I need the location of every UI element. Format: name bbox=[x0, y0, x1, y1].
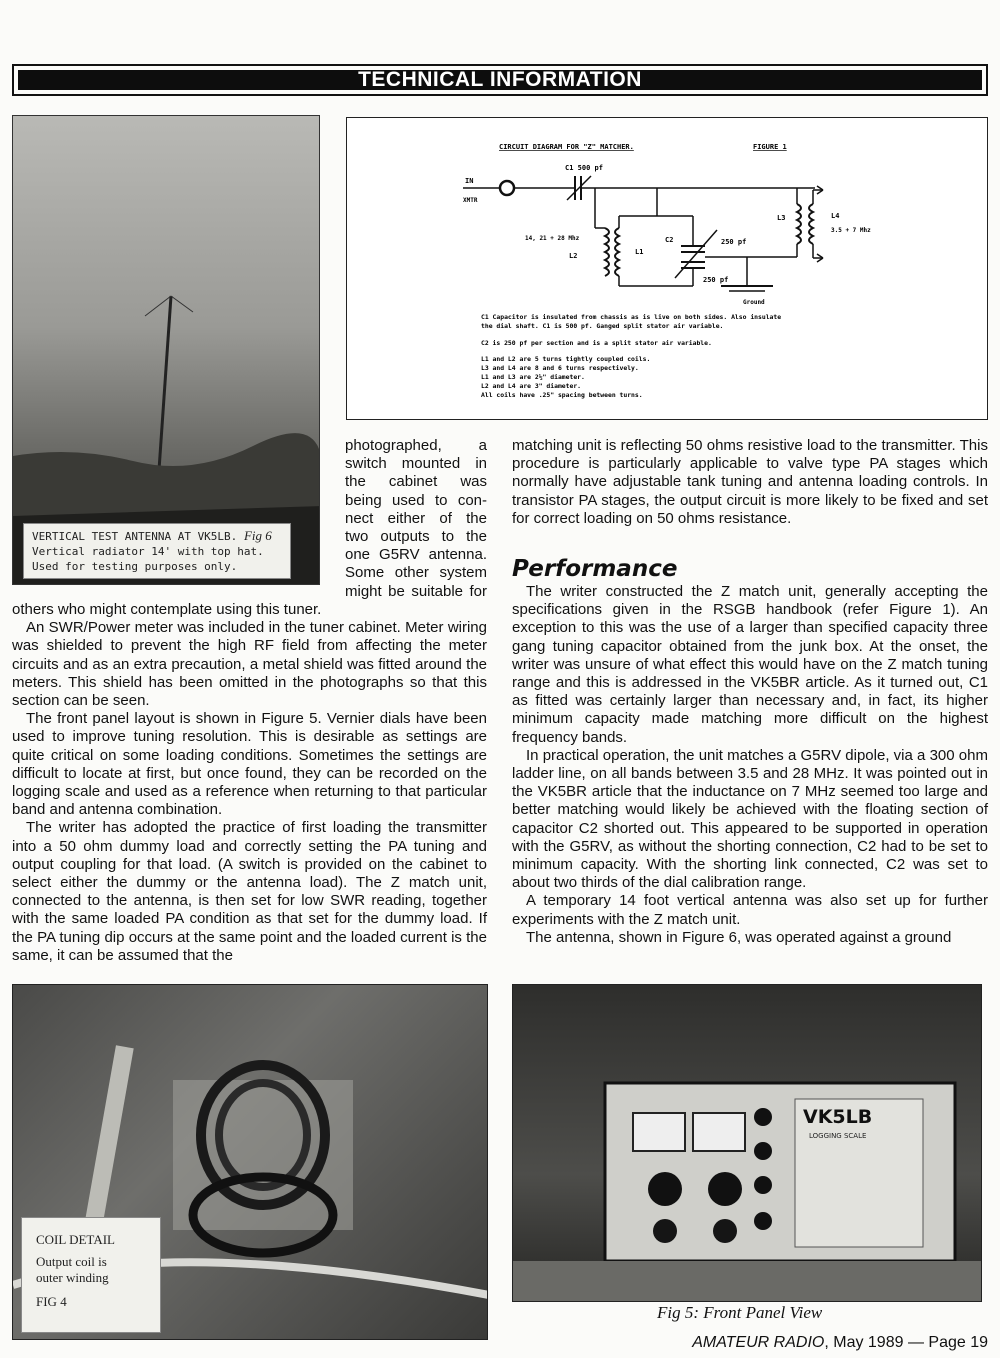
note-line-8: All coils have .25" spacing between turns. bbox=[481, 391, 643, 399]
col2-paragraph: The antenna, shown in Figure 6, was operated against a ground bbox=[526, 928, 952, 946]
l3-coil-icon bbox=[797, 204, 801, 244]
note-line-3: C2 is 250 pf per section and is a split stator air variable. bbox=[481, 339, 712, 347]
l4-band-label: 3.5 + 7 Mhz bbox=[831, 227, 871, 234]
c2b-label: 250 pf bbox=[703, 276, 729, 284]
note-line-4: L1 and L2 are 5 turns tightly coupled coils. bbox=[481, 355, 651, 363]
col1-narrow-text bbox=[345, 437, 487, 601]
note-line-5: L3 and L4 are 8 and 6 turns respectively. bbox=[481, 364, 639, 372]
page-footer bbox=[692, 1334, 988, 1352]
c2-label: C2 bbox=[665, 236, 674, 244]
in-label: IN bbox=[465, 177, 474, 185]
note-line-7: L2 and L4 are 3" diameter. bbox=[481, 382, 582, 390]
panel-logging-scale: LOGGING SCALE bbox=[809, 1132, 867, 1140]
diagram-figure-label: FIGURE 1 bbox=[753, 143, 787, 151]
l1-coil-icon bbox=[615, 228, 619, 276]
col1-paragraph: An SWR/Power meter was included in the tuner cabinet. Meter wiring was shielded to prevent the high RF field from affecting the meter circuits and as an extra precaution, a metal shield was fitted around the meters. This shield has been omitted in the photographs so that this section can be seen. bbox=[12, 619, 487, 710]
narrow-line: photographed, a bbox=[345, 437, 487, 454]
col2-paragraph: The writer constructed the Z match unit, generally accepting the specifications given in the RSGB handbook (refer Figure 1). An exception to this was the use of a larger than specified capacity three gang tuning capacitor obtained from the junk box. At the onset, the writer was unsure of what effect this would have on the Z match tuning range and this is addressed in the VK5BR article. As it turned out, C1 as fitted was certainly larger than necessary and, in fact, its higher minimum capacity made matching more difficult on the highest frequency bands. bbox=[512, 583, 988, 746]
note-line-2: the dial shaft. C1 is 500 pf. Ganged split stator air variable. bbox=[481, 322, 724, 330]
fig4-caption-card bbox=[21, 1217, 161, 1333]
c2a-label: 250 pf bbox=[721, 238, 747, 246]
diagram-title: CIRCUIT DIAGRAM FOR "Z" MATCHER. bbox=[499, 143, 634, 151]
panel-scene bbox=[513, 985, 982, 1302]
narrow-line: Some other system bbox=[345, 564, 487, 582]
l3-label: L3 bbox=[777, 214, 786, 222]
fig6-antenna-photo bbox=[12, 115, 320, 585]
col1-paragraph: The front panel layout is shown in Figure 5. Vernier dials have been used to improve tuning resolution. This is desirable as settings are quite critical on some loading conditions. Sometimes the settings are difficult to locate at first, but once found, they can be recorded on the logging scale and used as a reference when returning to that particular band and antenna combination. bbox=[12, 710, 487, 819]
section-header bbox=[12, 64, 988, 96]
antenna-scene bbox=[13, 116, 320, 585]
narrow-line: two outputs to the bbox=[345, 528, 487, 546]
fig6-line1: Vertical radiator 14' with top hat. bbox=[32, 545, 264, 558]
l2-coil-icon bbox=[605, 228, 609, 276]
fig5-front-panel-photo bbox=[512, 984, 982, 1302]
fig4-number: FIG 4 bbox=[36, 1294, 67, 1309]
fig4-title: COIL DETAIL bbox=[36, 1232, 115, 1247]
narrow-line: being used to con- bbox=[345, 491, 487, 509]
col2-paragraph: In practical operation, the unit matches a G5RV dipole, via a 300 ohm ladder line, on all bands between 3.5 and 28 MHz. It was pointed out in the VK5BR article that the inductance on 7 MHz seemed too large and better matching would likely be achieved with the floating section of capacitor C2 shorted out. This appeared to be supported in operation with the G5RV, as without the shorting connection, C2 had to be set to minimum capacity. With the shorting link connected, C2 was set to about two thirds of the dial calibration range. bbox=[512, 746, 988, 892]
col2-paragraph: A temporary 14 foot vertical antenna was also set up for further experiments with the Z match unit. bbox=[512, 892, 988, 928]
footer-date-page: , May 1989 — Page 19 bbox=[824, 1334, 988, 1351]
xmtr-label: XMTR bbox=[463, 197, 478, 204]
fig6-line2: Used for testing purposes only. bbox=[32, 560, 238, 573]
narrow-line: nect either of the bbox=[345, 509, 487, 527]
c1-label: C1 500 pf bbox=[565, 164, 603, 172]
fig6-caption-card bbox=[23, 523, 291, 579]
fig4-coil-photo bbox=[12, 984, 488, 1340]
l4-coil-icon bbox=[809, 204, 813, 244]
bands-label: 14, 21 + 28 Mhz bbox=[525, 235, 580, 242]
note-line-6: L1 and L3 are 2½" diameter. bbox=[481, 373, 585, 381]
narrow-line: might be suitable for bbox=[345, 582, 487, 600]
col1-paragraph: The writer has adopted the practice of first loading the transmitter into a 50 ohm dummy load and correctly setting the PA tuning and output coupling for that load. (A switch is provided on the cabinet to select either the dummy or the antenna load). The Z match unit, connected to the antenna, is then set for low SWR reading, together with the same loaded PA condition as that set for the dummy load. If the PA tuning dip occurs at the same point and the loaded current is the same, it can be assumed that the bbox=[12, 819, 487, 964]
l4-label: L4 bbox=[831, 212, 840, 220]
note-line-1: C1 Capacitor is insulated from chassis as is live on both sides. Also insulate bbox=[481, 313, 782, 321]
l1-label: L1 bbox=[635, 248, 644, 256]
performance-heading: Performance bbox=[512, 556, 678, 582]
fig6-label: VERTICAL TEST ANTENNA AT VK5LB. bbox=[32, 530, 238, 543]
fig6-number: Fig 6 bbox=[243, 528, 272, 543]
ground-label: Ground bbox=[743, 299, 765, 306]
fig1-circuit-diagram bbox=[346, 117, 988, 420]
narrow-line: one G5RV antenna. bbox=[345, 546, 487, 564]
col1-paragraph: others who might contemplate using this tuner. bbox=[12, 601, 322, 618]
col2-text bbox=[512, 583, 988, 947]
panel-brand: VK5LB bbox=[803, 1106, 873, 1128]
l2-label: L2 bbox=[569, 252, 578, 260]
narrow-line: the cabinet was bbox=[345, 473, 487, 491]
fig5-caption: Fig 5: Front Panel View bbox=[657, 1303, 823, 1322]
footer-magazine: AMATEUR RADIO bbox=[692, 1334, 825, 1351]
narrow-line: switch mounted in bbox=[345, 455, 487, 473]
section-title: TECHNICAL INFORMATION bbox=[18, 70, 982, 90]
circuit-schematic bbox=[347, 118, 987, 418]
col2-top-text bbox=[512, 437, 988, 528]
fig4-line3: outer winding bbox=[36, 1270, 109, 1285]
col1-text bbox=[12, 601, 487, 965]
fig4-line2: Output coil is bbox=[36, 1254, 107, 1269]
col2-top-paragraph: matching unit is reflecting 50 ohms resistive load to the transmitter. This procedure is particularly applicable to valve type PA stages which normally have adjustable tank tuning and antenna loading controls. In transistor PA stages, the output circuit is more likely to be fixed and set for correct loading on 50 ohms resistance. bbox=[512, 437, 988, 527]
connector-icon bbox=[500, 181, 514, 195]
